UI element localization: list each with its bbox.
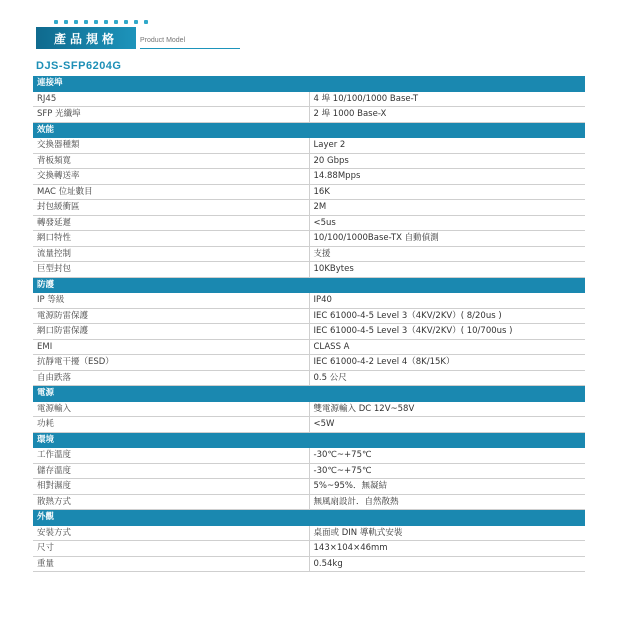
spec-label: 網口防雷保護 bbox=[33, 324, 309, 340]
spec-row bbox=[33, 91, 585, 107]
spec-label: IP 等級 bbox=[33, 293, 309, 309]
spec-label: 轉發延遲 bbox=[33, 215, 309, 231]
section-title: 環境 bbox=[33, 432, 585, 448]
spec-value: 0.54kg bbox=[309, 556, 585, 572]
spec-table bbox=[33, 76, 585, 572]
spec-row bbox=[33, 262, 585, 278]
header-dot bbox=[64, 20, 68, 24]
spec-row bbox=[33, 138, 585, 154]
header-dot bbox=[104, 20, 108, 24]
spec-row bbox=[33, 463, 585, 479]
spec-label: 功耗 bbox=[33, 417, 309, 433]
spec-label: EMI bbox=[33, 339, 309, 355]
spec-value: <5us bbox=[309, 215, 585, 231]
spec-header bbox=[36, 20, 266, 50]
spec-label: 重量 bbox=[33, 556, 309, 572]
spec-value: IEC 61000-4-2 Level 4（8K/15K） bbox=[309, 355, 585, 371]
spec-row bbox=[33, 479, 585, 495]
spec-label: 交換器種類 bbox=[33, 138, 309, 154]
header-dots bbox=[54, 20, 148, 24]
header-dot bbox=[74, 20, 78, 24]
spec-row bbox=[33, 246, 585, 262]
spec-row bbox=[33, 324, 585, 340]
spec-value: IP40 bbox=[309, 293, 585, 309]
spec-value: 0.5 公尺 bbox=[309, 370, 585, 386]
spec-label: 儲存溫度 bbox=[33, 463, 309, 479]
spec-row bbox=[33, 293, 585, 309]
header-dot bbox=[114, 20, 118, 24]
spec-label: SFP 光纖埠 bbox=[33, 107, 309, 123]
spec-row bbox=[33, 200, 585, 216]
model-name: DJS-SFP6204G bbox=[36, 60, 122, 72]
spec-value: 20 Gbps bbox=[309, 153, 585, 169]
spec-value: <5W bbox=[309, 417, 585, 433]
section-title: 效能 bbox=[33, 122, 585, 138]
spec-value: 2 埠 1000 Base-X bbox=[309, 107, 585, 123]
section-title: 電源 bbox=[33, 386, 585, 402]
spec-label: 自由跌落 bbox=[33, 370, 309, 386]
spec-row bbox=[33, 107, 585, 123]
spec-value: 支援 bbox=[309, 246, 585, 262]
spec-row bbox=[33, 308, 585, 324]
section-title: 防護 bbox=[33, 277, 585, 293]
spec-label: 網口特性 bbox=[33, 231, 309, 247]
spec-row bbox=[33, 541, 585, 557]
spec-value: IEC 61000-4-5 Level 3（4KV/2KV）( 8/20us ) bbox=[309, 308, 585, 324]
spec-value: IEC 61000-4-5 Level 3（4KV/2KV）( 10/700us ) bbox=[309, 324, 585, 340]
spec-value: -30℃~+75℃ bbox=[309, 463, 585, 479]
spec-value: -30℃~+75℃ bbox=[309, 448, 585, 464]
spec-label: 封包緩衝區 bbox=[33, 200, 309, 216]
section-header bbox=[33, 277, 585, 293]
section-title: 連接埠 bbox=[33, 76, 585, 91]
spec-label: 工作溫度 bbox=[33, 448, 309, 464]
spec-row bbox=[33, 184, 585, 200]
spec-label: 巨型封包 bbox=[33, 262, 309, 278]
spec-label: 電源輸入 bbox=[33, 401, 309, 417]
spec-label: 安裝方式 bbox=[33, 525, 309, 541]
spec-row bbox=[33, 556, 585, 572]
spec-label: RJ45 bbox=[33, 91, 309, 107]
spec-value: 無風扇設計．自然散熱 bbox=[309, 494, 585, 510]
spec-value: 5%~95%．無凝結 bbox=[309, 479, 585, 495]
header-dot bbox=[54, 20, 58, 24]
spec-value: 2M bbox=[309, 200, 585, 216]
spec-row bbox=[33, 339, 585, 355]
spec-label: 流量控制 bbox=[33, 246, 309, 262]
section-header bbox=[33, 386, 585, 402]
spec-label: 散熱方式 bbox=[33, 494, 309, 510]
section-header bbox=[33, 122, 585, 138]
spec-label: 背板頻寬 bbox=[33, 153, 309, 169]
spec-row bbox=[33, 153, 585, 169]
spec-value: 10KBytes bbox=[309, 262, 585, 278]
spec-row bbox=[33, 525, 585, 541]
section-header bbox=[33, 76, 585, 91]
spec-row bbox=[33, 417, 585, 433]
spec-row bbox=[33, 494, 585, 510]
header-dot bbox=[124, 20, 128, 24]
spec-value: Layer 2 bbox=[309, 138, 585, 154]
spec-label: 相對濕度 bbox=[33, 479, 309, 495]
spec-row bbox=[33, 448, 585, 464]
page-subtitle: Product Model bbox=[140, 37, 186, 44]
spec-label: MAC 位址數目 bbox=[33, 184, 309, 200]
header-dot bbox=[94, 20, 98, 24]
spec-row bbox=[33, 401, 585, 417]
spec-label: 電源防雷保護 bbox=[33, 308, 309, 324]
spec-row bbox=[33, 169, 585, 185]
header-dot bbox=[144, 20, 148, 24]
spec-value: 143×104×46mm bbox=[309, 541, 585, 557]
spec-value: CLASS A bbox=[309, 339, 585, 355]
spec-row bbox=[33, 370, 585, 386]
spec-label: 尺寸 bbox=[33, 541, 309, 557]
spec-label: 交換轉送率 bbox=[33, 169, 309, 185]
spec-label: 抗靜電干擾（ESD） bbox=[33, 355, 309, 371]
spec-value: 10/100/1000Base-TX 自動偵測 bbox=[309, 231, 585, 247]
spec-value: 16K bbox=[309, 184, 585, 200]
page-title: 產品規格 bbox=[36, 27, 136, 49]
spec-row bbox=[33, 231, 585, 247]
spec-row bbox=[33, 215, 585, 231]
header-dot bbox=[134, 20, 138, 24]
header-dot bbox=[84, 20, 88, 24]
title-underline bbox=[140, 48, 240, 49]
spec-row bbox=[33, 355, 585, 371]
spec-value: 桌面或 DIN 導軌式安裝 bbox=[309, 525, 585, 541]
spec-value: 雙電源輸入 DC 12V~58V bbox=[309, 401, 585, 417]
section-header bbox=[33, 432, 585, 448]
spec-value: 4 埠 10/100/1000 Base-T bbox=[309, 91, 585, 107]
section-header bbox=[33, 510, 585, 526]
section-title: 外觀 bbox=[33, 510, 585, 526]
spec-value: 14.88Mpps bbox=[309, 169, 585, 185]
